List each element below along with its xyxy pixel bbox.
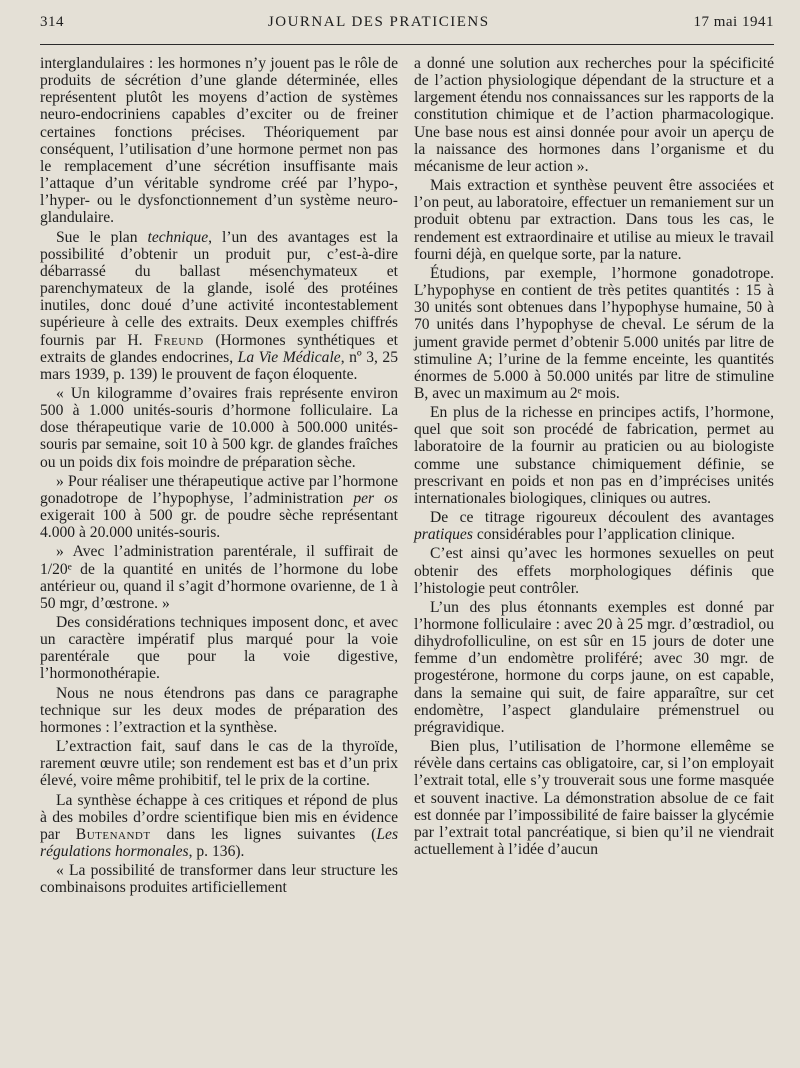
paragraph: interglandulaires : les hormones n’y jouent pas le rôle de produits de sécrétion d’une glande déterminée, elles représentent plutôt les moyens d’action de systèmes neuro-endocriniens capables d’exciter ou de freiner certaines fonctions précises. Théoriquement par conséquent, l’utilisation d’une hormone permet non pas le remplacement d’une sécrétion insuffisante mais l’attaque d’un véritable syndrome créé par l’hypo-, l’hyper- ou le dysfonctionnement d’un système neuro-glandulaire.: [40, 55, 398, 227]
right-column: [414, 55, 774, 899]
page-number: 314: [40, 14, 64, 30]
paragraph: Sue le plan technique, l’un des avantages est la possibilité d’obtenir un produit pur, c’est-à-dire débarrassé du ballast mésenchymateux et parenchymateux de la glande, isolé des protéines inutiles, donc doué d’une activité incontestablement supérieure à celle des extraits. Deux exemples chiffrés fournis par H. Freund (Hormones synthétiques et extraits de glandes endocrines, La Vie Médicale, nº 3, 25 mars 1939, p. 139) le prouvent de façon éloquente.: [40, 228, 398, 383]
text-columns: [40, 55, 774, 899]
page-header: [40, 14, 774, 36]
paragraph: La synthèse échappe à ces critiques et répond de plus à des mobiles d’ordre scientifique bien mis en évidence par Butenandt dans les lignes suivantes (Les régulations hormonales, p. 136).: [40, 791, 399, 861]
header-rule: [40, 44, 774, 45]
paragraph: Mais extraction et synthèse peuvent être associées et l’on peut, au laboratoire, effectuer un remaniement sur un produit obtenu par extraction. Dans tous les cas, le rendement est extraordinaire et utilise au mieux le travail fourni déjà, en quelque sorte, par la nature.: [414, 177, 774, 263]
paragraph: Étudions, par exemple, l’hormone gonadotrope. L’hypophyse en contient de très petites quantités : 15 à 30 unités sont obtenues dans l’hypophyse humaine, 50 à 70 unités dans l’hypophyse de cheval. Le sérum de la jument gravide permet d’obtenir 5.000 unités par litre de stimuline A; l’urine de la femme enceinte, les quantités énormes de 5.000 à 50.000 unités par litre de stimuline B, avec un maximum au 2ᵉ mois.: [414, 264, 774, 402]
issue-date: 17 mai 1941: [693, 14, 774, 30]
quote-paragraph: » Avec l’administration parentérale, il suffirait de 1/20ᵉ de la quantité en unités de l’hormone du lobe antérieur ou, quand il s’agit d’hormone ovarienne, de 1 à 50 mgr, d’œstrone. »: [40, 543, 398, 612]
paragraph: Bien plus, l’utilisation de l’hormone ellemême se révèle dans certains cas obligatoire, car, si l’on employait l’extrait total, elle s’y trouverait sous une forme masquée et souvent inactive. La démonstration absolue de ce fait est donnée par l’impossibilité de faire baisser la glycémie par l’extrait total pancréatique, si bien qu’il ne viendrait actuellement à l’idée d’aucun: [414, 738, 774, 859]
left-column: [40, 55, 398, 899]
quote-paragraph: » Pour réaliser une thérapeutique active par l’hormone gonadotrope de l’hypophyse, l’administration per os exigerait 100 à 500 gr. de poudre sèche représentant 4.000 à 20.000 unités-souris.: [40, 472, 398, 542]
paragraph: De ce titrage rigoureux découlent des avantages pratiques considérables pour l’application clinique.: [414, 509, 774, 544]
quote-paragraph: « La possibilité de transformer dans leur structure les combinaisons produites artificiellement: [40, 862, 398, 897]
paragraph: Nous ne nous étendrons pas dans ce paragraphe technique sur les deux modes de préparation des hormones : l’extraction et la synthèse.: [40, 684, 398, 736]
paragraph: En plus de la richesse en principes actifs, l’hormone, quel que soit son procédé de fabrication, permet au laboratoire de la fournir au praticien ou au biologiste comme une substance chimiquement définie, se prescrivant en poids et non pas en d’imprécises unités internationales biologiques, cliniques ou autres.: [414, 404, 774, 507]
journal-title: JOURNAL DES PRATICIENS: [267, 14, 490, 30]
paragraph: L’un des plus étonnants exemples est donné par l’hormone folliculaire : avec 20 à 25 mgr. d’œstradiol, ou dihydrofolliculine, on est sûr en 15 jours de doter une femme d’un endomètre proliféré; avec 30 mgr. de progestérone, hormone du corps jaune, on est capable, dans la semaine qui suit, de faire apparaître, sur cet endomètre, l’aspect glandulaire prémenstruel ou prégravidique.: [414, 598, 774, 736]
paragraph: L’extraction fait, sauf dans le cas de la thyroïde, rarement œuvre utile; son rendement est bas et d’un prix élevé, voire même prohibitif, tel le prix de la cortine.: [40, 738, 398, 790]
paragraph: Des considérations techniques imposent donc, et avec un caractère impératif plus marqué pour la voie parentérale que pour la voie digestive, l’hormonothérapie.: [40, 614, 398, 683]
paragraph: a donné une solution aux recherches pour la spécificité de l’action physiologique dépendant de la structure et a largement étendu nos connaissances sur les rapports de la constitution chimique et de l’action pharmacologique. Une base nous est ainsi donnée pour avoir un aperçu de la naissance des hormones dans l’organisme et du mécanisme de leur action ».: [414, 55, 774, 175]
quote-paragraph: « Un kilogramme d’ovaires frais représente environ 500 à 1.000 unités-souris d’hormone folliculaire. La dose thérapeutique varie de 10.000 à 500.000 unités-souris par semaine, soit 10 à 500 kgr. de glandes fraîches ou un poids dix fois moindre de préparation sèche.: [40, 384, 398, 471]
paragraph: C’est ainsi qu’avec les hormones sexuelles on peut obtenir des effets morphologiques définis que l’histologie peut contrôler.: [414, 545, 774, 597]
